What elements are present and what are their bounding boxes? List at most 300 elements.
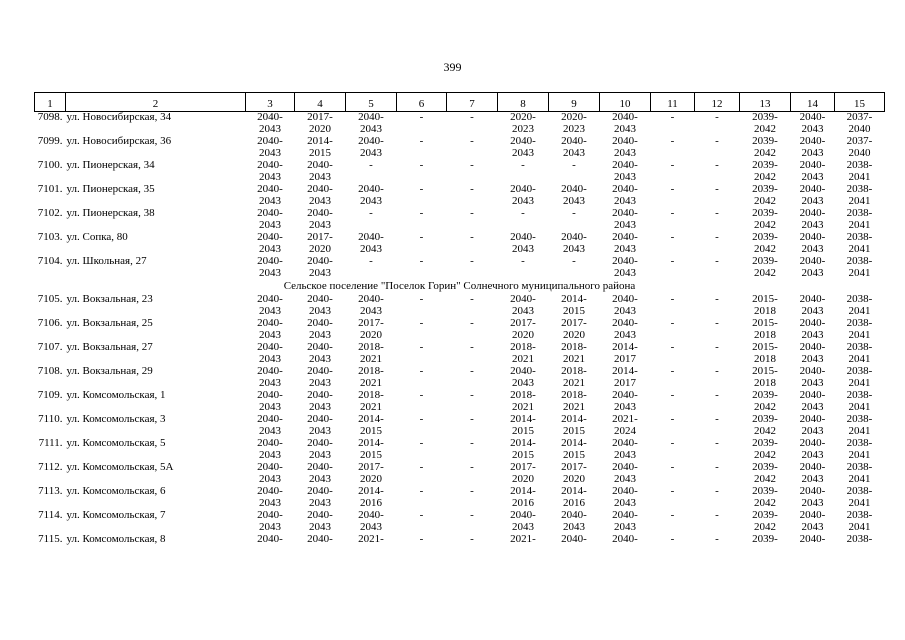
table-cell: -: [670, 136, 675, 147]
table-cell: 2039- 2042: [752, 486, 778, 509]
table-cell: 2040- 2043: [358, 111, 384, 135]
address-cell: ул. Школьная, 27: [66, 256, 147, 267]
table-cell: -: [715, 136, 719, 147]
table-cell: -: [470, 414, 474, 425]
table-cell: 2039- 2042: [752, 510, 778, 533]
column-header: 8: [498, 93, 549, 112]
table-cell: 2015- 2018: [752, 318, 778, 341]
table-cell: -: [670, 366, 675, 377]
table-cell: 2040- 2043: [799, 438, 826, 461]
table-cell: 2040- 2043: [612, 232, 638, 255]
table-cell: 2039- 2042: [752, 111, 778, 135]
table-cell: -: [470, 534, 474, 545]
table-row: [35, 366, 885, 390]
table-cell: 2040- 2043: [257, 486, 283, 509]
row-number: 7107.: [37, 342, 63, 353]
table-cell: 2038- 2041: [846, 438, 873, 461]
table-cell: 2040- 2043: [612, 160, 638, 183]
row-number: 7113.: [38, 486, 63, 497]
table-cell: -: [715, 390, 719, 401]
table-cell: -: [470, 294, 474, 305]
address-cell: ул. Пионерская, 38: [66, 208, 155, 219]
row-number: 7099.: [37, 136, 63, 147]
table-cell: 2040- 2043: [257, 438, 283, 461]
table-cell: -: [470, 136, 474, 147]
column-header: 11: [651, 93, 695, 112]
table-cell: -: [419, 414, 424, 425]
table-row: [35, 486, 885, 510]
table-cell: 2040- 2043: [799, 318, 826, 341]
table-cell: 2040- 2043: [307, 510, 333, 533]
table-cell: -: [419, 534, 424, 545]
column-header: 5: [346, 93, 397, 112]
row-number: 7098.: [37, 111, 63, 123]
table-cell: -: [572, 208, 576, 219]
table-row: [35, 112, 885, 137]
column-header: 1: [35, 93, 66, 112]
table-cell: 2040- 2043: [612, 136, 638, 159]
table-cell: -: [715, 366, 719, 377]
row-number: 7102.: [37, 208, 63, 219]
table-row: [35, 342, 885, 366]
table-cell: 2040- 2043: [612, 510, 638, 533]
table-cell: 2040- 2043: [307, 294, 333, 317]
table-cell: -: [470, 366, 474, 377]
table-cell: 2018- 2021: [510, 390, 536, 413]
table-cell: -: [470, 486, 474, 497]
table-cell: 2014- 2015: [561, 294, 587, 317]
table-cell: -: [470, 390, 474, 401]
table-cell: -: [670, 184, 675, 195]
table-cell: -: [670, 414, 675, 425]
table-cell: 2040- 2043: [257, 342, 283, 365]
table-cell: 2015- 2018: [752, 294, 778, 317]
table-cell: 2018- 2021: [561, 342, 587, 365]
table-cell: 2021-: [510, 534, 536, 545]
table-cell: 2040- 2043: [799, 390, 826, 413]
table-cell: -: [419, 184, 424, 195]
row-number: 7106.: [37, 318, 63, 329]
table-cell: -: [670, 232, 675, 243]
table-cell: 2018- 2021: [510, 342, 536, 365]
table-cell: 2040- 2043: [307, 390, 333, 413]
row-number: 7103.: [37, 232, 63, 243]
table-row: [35, 136, 885, 160]
table-cell: 2038- 2041: [846, 462, 873, 485]
table-cell: -: [670, 462, 675, 473]
table-cell: 2040- 2043: [561, 232, 587, 255]
address-cell: ул. Комсомольская, 3: [66, 414, 166, 425]
table-cell: 2014- 2016: [358, 486, 384, 509]
table-cell: 2037- 2040: [846, 136, 873, 159]
column-header: 7: [447, 93, 498, 112]
table-cell: -: [670, 342, 675, 353]
table-cell: 2017- 2020: [358, 318, 384, 341]
table-cell: 2040- 2043: [799, 462, 826, 485]
address-cell: ул. Вокзальная, 27: [66, 342, 153, 353]
table-cell: -: [470, 438, 474, 449]
table-cell: 2040-: [561, 534, 587, 545]
table-row: [35, 438, 885, 462]
table-cell: 2038- 2041: [846, 486, 873, 509]
table-row: [35, 414, 885, 438]
table-cell: 2017- 2020: [510, 318, 536, 341]
table-cell: -: [715, 294, 719, 305]
table-cell: 2017- 2020: [358, 462, 384, 485]
table-cell: 2015- 2018: [752, 366, 778, 389]
table-cell: 2040- 2043: [257, 256, 283, 279]
table-cell: 2040- 2043: [510, 366, 536, 389]
row-number: 7104.: [37, 256, 63, 267]
table-cell: 2039- 2042: [752, 438, 778, 461]
table-cell: 2040- 2043: [257, 160, 283, 183]
table-cell: 2040- 2043: [612, 318, 638, 341]
table-cell: -: [369, 208, 373, 219]
table-cell: -: [572, 160, 576, 171]
table-cell: 2040- 2043: [510, 294, 536, 317]
table-cell: 2018- 2021: [358, 390, 384, 413]
table-cell: 2040- 2043: [561, 136, 587, 159]
column-header: 9: [549, 93, 600, 112]
table-cell: -: [715, 486, 719, 497]
table-cell: 2018- 2021: [561, 390, 587, 413]
table-cell: -: [715, 414, 719, 425]
table-cell: 2040- 2043: [358, 232, 384, 255]
table-cell: 2040- 2043: [307, 438, 333, 461]
column-header: 15: [835, 93, 885, 112]
table-cell: 2020- 2023: [510, 111, 536, 135]
address-cell: ул. Пионерская, 35: [66, 184, 155, 195]
table-cell: 2038- 2041: [846, 160, 873, 183]
row-number: 7110.: [38, 414, 63, 425]
table-cell: 2040- 2043: [799, 111, 826, 135]
table-cell: 2040- 2043: [257, 318, 283, 341]
table-cell: 2018- 2021: [561, 366, 587, 389]
table-cell: 2038- 2041: [846, 510, 873, 533]
table-cell: 2040- 2043: [307, 486, 333, 509]
row-number: 7101.: [37, 184, 63, 195]
column-header: 14: [791, 93, 835, 112]
table-cell: 2040- 2043: [358, 136, 384, 159]
table-cell: -: [715, 342, 719, 353]
table-row: [35, 184, 885, 208]
table-row: [35, 390, 885, 414]
row-number: 7109.: [37, 390, 63, 401]
table-cell: 2038- 2041: [846, 342, 873, 365]
row-number: 7100.: [37, 160, 63, 171]
table-cell: -: [369, 160, 373, 171]
address-cell: ул. Комсомольская, 5: [66, 438, 166, 449]
table-cell: 2039- 2042: [752, 390, 778, 413]
table-cell: 2038- 2041: [846, 232, 873, 255]
table-cell: 2038- 2041: [846, 294, 873, 317]
table-cell: -: [521, 256, 525, 267]
address-cell: ул. Комсомольская, 6: [66, 486, 166, 497]
table-cell: 2039- 2042: [752, 256, 778, 279]
table-cell: 2038- 2041: [846, 208, 873, 231]
table-cell: -: [419, 438, 424, 449]
table-cell: -: [470, 160, 474, 171]
table-cell: 2040- 2043: [257, 136, 283, 159]
table-cell: 2040- 2043: [307, 256, 333, 279]
table-cell: 2040- 2043: [307, 414, 333, 437]
table-cell: -: [715, 111, 719, 123]
address-cell: ул. Новосибирская, 36: [66, 136, 172, 147]
table-cell: 2039- 2042: [752, 208, 778, 231]
table-cell: 2014- 2015: [358, 414, 384, 437]
table-cell: -: [715, 534, 719, 545]
table-cell: 2040- 2043: [612, 294, 638, 317]
table-cell: 2040- 2043: [257, 208, 283, 231]
table-cell: -: [521, 208, 525, 219]
table-cell: 2040- 2043: [612, 390, 638, 413]
address-cell: ул. Сопка, 80: [66, 232, 128, 243]
table-cell: 2040- 2043: [612, 462, 638, 485]
table-cell: 2040- 2043: [358, 184, 384, 207]
table-cell: 2038- 2041: [846, 184, 873, 207]
table-cell: 2040- 2043: [799, 294, 826, 317]
table-cell: 2040- 2043: [561, 184, 587, 207]
table-cell: 2040- 2043: [257, 232, 283, 255]
address-cell: ул. Пионерская, 34: [66, 160, 155, 171]
table-cell: 2040-: [307, 534, 333, 545]
table-cell: 2040- 2043: [257, 294, 283, 317]
table-cell: 2039- 2042: [752, 160, 778, 183]
table-cell: 2040- 2043: [799, 136, 826, 159]
table-cell: -: [419, 256, 424, 267]
data-table: [34, 92, 885, 558]
table-cell: 2040- 2043: [799, 256, 826, 279]
table-row: [35, 256, 885, 280]
table-cell: 2040- 2043: [561, 510, 587, 533]
table-cell: 2040-: [257, 534, 283, 545]
table-cell: 2018- 2021: [358, 342, 384, 365]
table-cell: 2040- 2043: [257, 462, 283, 485]
table-header-row: [35, 93, 885, 112]
table-cell: 2020- 2023: [561, 111, 587, 135]
table-cell: 2040- 2043: [307, 366, 333, 389]
row-number: 7108.: [37, 366, 63, 377]
row-number: 7115.: [38, 534, 63, 545]
table-cell: 2040- 2043: [799, 510, 826, 533]
table-cell: -: [715, 462, 719, 473]
row-number: 7114.: [38, 510, 63, 521]
table-cell: 2039- 2042: [752, 414, 778, 437]
table-cell: 2040-: [799, 534, 826, 545]
table-cell: -: [369, 256, 373, 267]
table-cell: -: [419, 111, 424, 123]
table-row: [35, 534, 885, 558]
table-cell: -: [715, 208, 719, 219]
table-cell: 2014- 2017: [612, 342, 638, 365]
table-cell: -: [419, 232, 424, 243]
table-cell: 2017- 2020: [561, 318, 587, 341]
table-cell: 2040- 2043: [307, 184, 333, 207]
table-cell: -: [715, 184, 719, 195]
table-cell: -: [419, 318, 424, 329]
table-cell: 2014- 2016: [561, 486, 587, 509]
table-cell: 2014- 2016: [510, 486, 536, 509]
table-cell: 2040- 2043: [257, 510, 283, 533]
table-cell: 2017- 2020: [510, 462, 536, 485]
table-cell: 2040- 2043: [307, 208, 333, 231]
table-cell: -: [521, 160, 525, 171]
table-cell: 2040- 2043: [307, 160, 333, 183]
table-cell: 2021- 2024: [612, 414, 638, 437]
table-cell: 2040- 2043: [257, 366, 283, 389]
table-row: [35, 318, 885, 342]
row-number: 7112.: [38, 462, 63, 473]
table-cell: 2038- 2041: [846, 318, 873, 341]
table-cell: -: [670, 438, 675, 449]
row-number: 7105.: [37, 294, 63, 305]
table-cell: -: [715, 438, 719, 449]
table-cell: -: [715, 256, 719, 267]
table-cell: 2040- 2043: [799, 160, 826, 183]
address-cell: ул. Комсомольская, 7: [66, 510, 166, 521]
column-header: 3: [246, 93, 295, 112]
table-cell: -: [470, 232, 474, 243]
table-cell: -: [670, 294, 675, 305]
table-cell: 2014- 2015: [510, 438, 536, 461]
table-cell: 2040- 2043: [799, 208, 826, 231]
table-row: [35, 462, 885, 486]
table-cell: -: [419, 366, 424, 377]
table-cell: 2021-: [358, 534, 384, 545]
table-cell: 2040- 2043: [612, 486, 638, 509]
column-header: 4: [295, 93, 346, 112]
table-cell: 2037- 2040: [846, 111, 873, 135]
table-cell: 2040- 2043: [612, 256, 638, 279]
table-cell: 2040- 2043: [799, 232, 826, 255]
table-row: [35, 160, 885, 184]
table-cell: 2040- 2043: [307, 318, 333, 341]
table-cell: -: [470, 208, 474, 219]
table-row: [35, 294, 885, 318]
table-cell: 2040- 2043: [612, 111, 638, 135]
table-cell: -: [470, 318, 474, 329]
table-cell: 2014- 2017: [612, 366, 638, 389]
column-header: 6: [397, 93, 447, 112]
table-cell: 2040- 2043: [799, 366, 826, 389]
column-header: 13: [740, 93, 791, 112]
table-cell: -: [419, 160, 424, 171]
column-header: 12: [695, 93, 740, 112]
table-cell: 2040- 2043: [358, 510, 384, 533]
table-cell: 2015- 2018: [752, 342, 778, 365]
table-cell: 2014- 2015: [307, 136, 333, 159]
table-cell: 2014- 2015: [510, 414, 536, 437]
table-cell: -: [670, 111, 675, 123]
table-cell: -: [470, 256, 474, 267]
table-cell: -: [572, 256, 576, 267]
table-row: [35, 232, 885, 256]
table-cell: -: [419, 294, 424, 305]
table-cell: 2039- 2042: [752, 462, 778, 485]
table-cell: -: [470, 111, 474, 123]
table-cell: 2040- 2043: [799, 486, 826, 509]
column-header: 2: [66, 93, 246, 112]
table-cell: -: [670, 390, 675, 401]
table-cell: 2038- 2041: [846, 256, 873, 279]
table-cell: 2017- 2020: [307, 111, 333, 135]
address-cell: ул. Новосибирская, 34: [66, 111, 172, 123]
table-cell: -: [715, 510, 719, 521]
section-heading: Сельское поселение "Поселок Горин" Солнечного муниципального района: [283, 280, 636, 292]
table-cell: 2038- 2041: [846, 366, 873, 389]
table-cell: -: [470, 462, 474, 473]
table-cell: 2040- 2043: [257, 390, 283, 413]
table-cell: -: [470, 184, 474, 195]
table-cell: 2040- 2043: [257, 184, 283, 207]
table-cell: 2040- 2043: [510, 184, 536, 207]
column-header: 10: [600, 93, 651, 112]
address-cell: ул. Вокзальная, 29: [66, 366, 153, 377]
table-cell: 2038-: [846, 534, 873, 545]
table-cell: -: [470, 510, 474, 521]
table-cell: -: [670, 160, 675, 171]
table-cell: 2040- 2043: [799, 414, 826, 437]
table-cell: 2040-: [612, 534, 638, 545]
table-cell: 2039-: [752, 534, 778, 545]
table-cell: -: [470, 342, 474, 353]
table-cell: -: [715, 318, 719, 329]
table-cell: 2014- 2015: [561, 414, 587, 437]
table-cell: 2039- 2042: [752, 232, 778, 255]
table-cell: 2039- 2042: [752, 136, 778, 159]
table-cell: -: [670, 318, 675, 329]
address-cell: ул. Комсомольская, 8: [66, 534, 166, 545]
table-cell: -: [670, 510, 675, 521]
table-cell: -: [715, 160, 719, 171]
table-cell: -: [419, 510, 424, 521]
table-cell: -: [670, 256, 675, 267]
table-row: [35, 208, 885, 232]
table-cell: 2040- 2043: [510, 510, 536, 533]
row-number: 7111.: [38, 438, 63, 449]
table-cell: -: [670, 208, 675, 219]
table-cell: -: [419, 462, 424, 473]
table-cell: -: [419, 136, 424, 147]
table-cell: 2040- 2043: [510, 136, 536, 159]
table-cell: -: [419, 342, 424, 353]
address-cell: ул. Комсомольская, 5А: [66, 462, 174, 473]
table-cell: 2040- 2043: [307, 342, 333, 365]
table-cell: 2040- 2043: [799, 184, 826, 207]
table-cell: -: [670, 534, 675, 545]
table-cell: -: [419, 208, 424, 219]
table-cell: 2014- 2015: [561, 438, 587, 461]
address-cell: ул. Вокзальная, 23: [66, 294, 153, 305]
table-cell: 2040- 2043: [358, 294, 384, 317]
address-cell: ул. Комсомольская, 1: [66, 390, 166, 401]
table-cell: -: [419, 390, 424, 401]
table-cell: -: [419, 486, 424, 497]
section-heading-row: [35, 280, 885, 294]
table-cell: 2040- 2043: [257, 111, 283, 135]
table-row: [35, 510, 885, 534]
table-cell: 2038- 2041: [846, 414, 873, 437]
table-cell: 2040- 2043: [510, 232, 536, 255]
table-cell: -: [670, 486, 675, 497]
table-cell: 2017- 2020: [307, 232, 333, 255]
table-cell: 2018- 2021: [358, 366, 384, 389]
table-cell: 2038- 2041: [846, 390, 873, 413]
table-cell: 2040- 2043: [612, 208, 638, 231]
table-cell: 2039- 2042: [752, 184, 778, 207]
table-cell: 2040- 2043: [799, 342, 826, 365]
table-cell: -: [715, 232, 719, 243]
